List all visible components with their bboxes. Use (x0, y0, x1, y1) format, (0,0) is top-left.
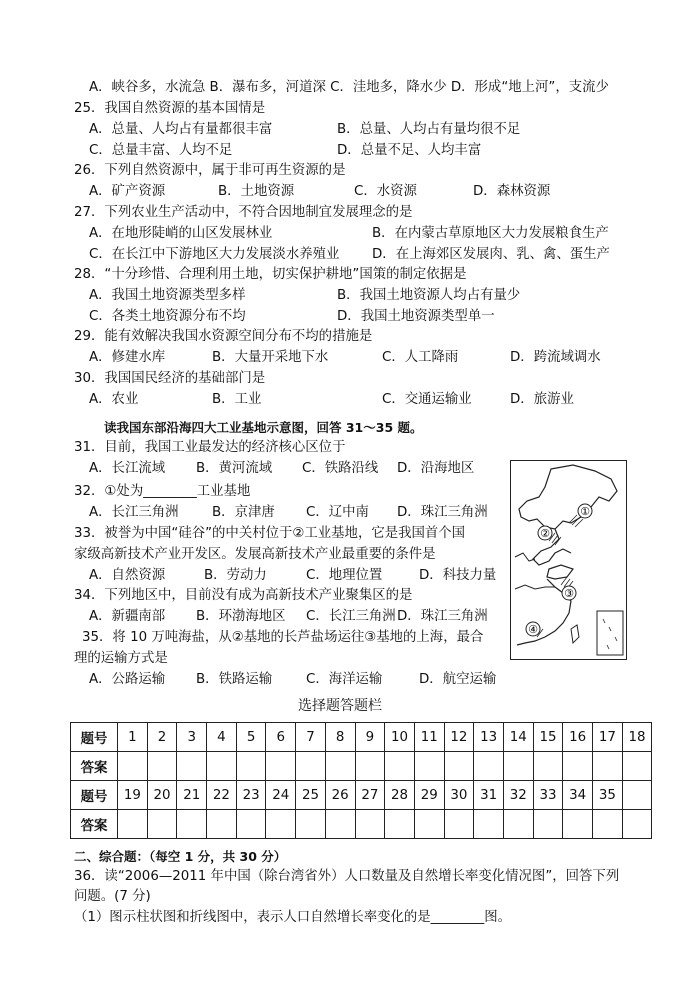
q27-stem: 27．下列农业生产活动中，不符合因地制宜发展理念的是 (74, 205, 413, 220)
question-number: 10 (385, 723, 415, 752)
question-number: 12 (444, 723, 474, 752)
question-number: 34 (563, 781, 593, 810)
q34-option-c: C．长江三角洲 (306, 609, 396, 624)
q30-option-c: C．交通运输业 (382, 392, 472, 407)
q25-option-b: B．总量、人均占有量均很不足 (337, 122, 521, 137)
industrial-base-map (510, 460, 627, 660)
question-number: 5 (236, 723, 266, 752)
answer-cell[interactable] (118, 752, 148, 781)
answer-cell[interactable] (325, 752, 355, 781)
question-number: 33 (533, 781, 563, 810)
answer-cell[interactable] (236, 752, 266, 781)
question-number: 29 (414, 781, 444, 810)
q34-option-a: A．新疆南部 (89, 609, 166, 624)
question-number: 27 (355, 781, 385, 810)
q31-option-a: A．长江流域 (89, 461, 166, 476)
q33-option-d: D．科技力量 (419, 568, 497, 583)
question-number (622, 781, 652, 810)
answer-cell[interactable] (355, 810, 385, 839)
marker-4: ④ (528, 623, 538, 636)
answer-cell[interactable] (503, 752, 533, 781)
question-number: 6 (266, 723, 296, 752)
q31-option-d: D．沿海地区 (397, 461, 475, 476)
q35-option-d: D．航空运输 (419, 672, 497, 687)
answer-cell[interactable] (355, 752, 385, 781)
q32-option-c: C．辽中南 (306, 505, 369, 520)
question-number: 22 (207, 781, 237, 810)
q30-option-a: A．农业 (89, 392, 139, 407)
q30-option-b: B．工业 (212, 392, 262, 407)
table-header: 答案 (71, 752, 118, 781)
answer-cell[interactable] (177, 810, 207, 839)
question-number: 14 (503, 723, 533, 752)
q29-option-a: A．修建水库 (89, 350, 166, 365)
q32-option-d: D．珠江三角洲 (397, 505, 488, 520)
answer-cell[interactable] (474, 752, 504, 781)
question-number: 19 (118, 781, 148, 810)
question-number: 17 (593, 723, 623, 752)
question-number: 21 (177, 781, 207, 810)
answer-table-title: 选择题答题栏 (298, 698, 382, 714)
marker-3: ③ (564, 587, 574, 600)
table-header: 题号 (71, 723, 118, 752)
q35-option-c: C．海洋运输 (306, 672, 383, 687)
table-row (71, 752, 652, 781)
question-number: 31 (474, 781, 504, 810)
question-number: 16 (563, 723, 593, 752)
q33-stem-line2: 家级高新技术产业开发区。发展高新技术产业最重要的条件是 (74, 547, 436, 562)
table-row (71, 781, 652, 810)
question-number: 20 (147, 781, 177, 810)
answer-cell[interactable] (236, 810, 266, 839)
question-number: 25 (296, 781, 326, 810)
section-2-heading: 二、综合题：（每空 1 分，共 30 分） (74, 849, 287, 864)
q28-option-a: A．我国土地资源类型多样 (89, 288, 246, 303)
q30-stem: 30．我国国民经济的基础部门是 (74, 371, 266, 386)
answer-cell[interactable] (414, 810, 444, 839)
q29-stem: 29．能有效解决我国水资源空间分布不均的措施是 (74, 329, 373, 344)
question-number: 18 (622, 723, 652, 752)
q32-option-a: A．长江三角洲 (89, 505, 179, 520)
answer-cell[interactable] (266, 810, 296, 839)
question-number: 30 (444, 781, 474, 810)
question-number: 9 (355, 723, 385, 752)
q34-option-b: B．环渤海地区 (196, 609, 286, 624)
q36-subquestion-1: （1）图示柱状图和折线图中，表示人口自然增长率变化的是________图。 (74, 910, 512, 925)
table-row (71, 723, 652, 752)
answer-cell[interactable] (385, 752, 415, 781)
q25-option-d: D．总量不足、人均丰富 (337, 143, 482, 158)
q35-stem-line2: 理的运输方式是 (74, 651, 168, 666)
q26-option-c: C．水资源 (354, 184, 417, 199)
question-number: 13 (474, 723, 504, 752)
q27-option-b: B．在内蒙古草原地区大力发展粮食生产 (372, 226, 609, 241)
q33-stem-line1: 33．被誉为中国“硅谷”的中关村位于②工业基地，它是我国首个国 (74, 526, 466, 541)
question-number: 15 (533, 723, 563, 752)
q24-options: A．峡谷多，水流急 B．瀑布多，河道深 C．洼地多，降水少 D．形成“地上河”，支流少 (89, 80, 609, 95)
answer-cell[interactable] (533, 810, 563, 839)
answer-cell[interactable] (296, 810, 326, 839)
q33-option-b: B．劳动力 (204, 568, 267, 583)
answer-cell[interactable] (414, 752, 444, 781)
question-number: 4 (207, 723, 237, 752)
answer-cell[interactable] (444, 810, 474, 839)
answer-cell[interactable] (207, 810, 237, 839)
table-row (71, 810, 652, 839)
answer-cell[interactable] (593, 810, 623, 839)
answer-cell[interactable] (563, 752, 593, 781)
q28-option-d: D．我国土地资源类型单一 (337, 309, 495, 324)
answer-cell[interactable] (177, 752, 207, 781)
question-number: 32 (503, 781, 533, 810)
marker-1: ① (580, 505, 590, 518)
q34-option-d: D．珠江三角洲 (397, 609, 488, 624)
question-number: 28 (385, 781, 415, 810)
table-header: 题号 (71, 781, 118, 810)
q29-option-d: D．跨流域调水 (510, 350, 601, 365)
q28-option-c: C．各类土地资源分布不均 (89, 309, 246, 324)
q26-option-a: A．矿产资源 (89, 184, 166, 199)
q31-option-c: C．铁路沿线 (302, 461, 379, 476)
answer-cell[interactable] (444, 752, 474, 781)
table-header: 答案 (71, 810, 118, 839)
answer-cell[interactable] (266, 752, 296, 781)
answer-cell[interactable] (563, 810, 593, 839)
reading-intro: 读我国东部沿海四大工业基地示意图，回答 31～35 题。 (104, 420, 423, 435)
q26-option-d: D．森林资源 (473, 184, 551, 199)
question-number: 2 (147, 723, 177, 752)
answer-cell[interactable] (385, 810, 415, 839)
answer-cell[interactable] (147, 810, 177, 839)
q36-stem-line2: 问题。(7 分) (74, 889, 151, 904)
question-number: 24 (266, 781, 296, 810)
q28-option-b: B．我国土地资源人均占有量少 (337, 288, 521, 303)
q28-stem: 28．“十分珍惜、合理利用土地，切实保护耕地”国策的制定依据是 (74, 267, 467, 282)
q29-option-b: B．大量开采地下水 (212, 350, 329, 365)
q25-option-a: A．总量、人均占有量都很丰富 (89, 122, 273, 137)
q31-option-b: B．黄河流域 (196, 461, 273, 476)
map-drawing (511, 461, 626, 659)
q25-option-c: C．总量丰富、人均不足 (89, 143, 233, 158)
q35-option-a: A．公路运输 (89, 672, 166, 687)
answer-cell[interactable] (503, 810, 533, 839)
question-number: 23 (236, 781, 266, 810)
question-number: 35 (593, 781, 623, 810)
q26-stem: 26．下列自然资源中，属于非可再生资源的是 (74, 163, 346, 178)
q32-option-b: B．京津唐 (212, 505, 275, 520)
question-number: 3 (177, 723, 207, 752)
marker-2: ② (540, 527, 550, 540)
question-number: 1 (118, 723, 148, 752)
answer-cell[interactable] (593, 752, 623, 781)
question-number: 11 (414, 723, 444, 752)
answer-cell[interactable] (118, 810, 148, 839)
q35-stem-line1: 35．将 10 万吨海盐，从②基地的长芦盐场运往③基地的上海，最合 (82, 630, 484, 645)
answer-cell[interactable] (622, 752, 652, 781)
answer-cell[interactable] (207, 752, 237, 781)
q34-stem: 34．下列地区中，目前没有成为高新技术产业聚集区的是 (74, 588, 413, 603)
answer-cell[interactable] (325, 810, 355, 839)
q33-option-a: A．自然资源 (89, 568, 166, 583)
q29-option-c: C．人工降雨 (382, 350, 459, 365)
answer-cell[interactable] (622, 810, 652, 839)
q33-option-c: C．地理位置 (306, 568, 383, 583)
q27-option-a: A．在地形陡峭的山区发展林业 (89, 226, 273, 241)
q32-stem: 32．①处为________工业基地 (74, 484, 251, 499)
q26-option-b: B．土地资源 (218, 184, 295, 199)
q25-stem: 25．我国自然资源的基本国情是 (74, 101, 266, 116)
answer-table (70, 722, 652, 839)
answer-cell[interactable] (147, 752, 177, 781)
q27-option-c: C．在长江中下游地区大力发展淡水养殖业 (89, 247, 340, 262)
question-number: 8 (325, 723, 355, 752)
q30-option-d: D．旅游业 (510, 392, 574, 407)
answer-cell[interactable] (533, 752, 563, 781)
q35-option-b: B．铁路运输 (196, 672, 273, 687)
question-number: 7 (296, 723, 326, 752)
question-number: 26 (325, 781, 355, 810)
answer-cell[interactable] (474, 810, 504, 839)
q36-stem-line1: 36．读“2006—2011 年中国（除台湾省外）人口数量及自然增长率变化情况图”，回答下列 (74, 869, 620, 884)
q31-stem: 31．目前，我国工业最发达的经济核心区位于 (74, 440, 346, 455)
answer-cell[interactable] (296, 752, 326, 781)
q27-option-d: D．在上海郊区发展肉、乳、禽、蛋生产 (372, 247, 610, 262)
